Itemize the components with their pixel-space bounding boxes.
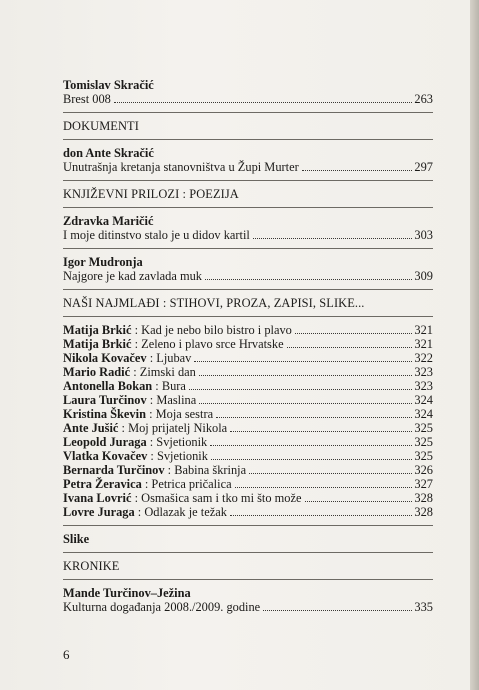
- toc-page-number: 328: [414, 491, 433, 505]
- toc-entry: [63, 477, 433, 491]
- toc-entry-title: Zeleno i plavo srce Hrvatske: [141, 337, 284, 351]
- toc-entry: [63, 269, 433, 283]
- toc-author: Mande Turčinov–Ježina: [63, 586, 191, 600]
- toc-entry-author: Leopold Juraga: [63, 435, 147, 449]
- leader-dots: [216, 408, 412, 418]
- toc-page-number: 327: [414, 477, 433, 491]
- section-heading: KNJIŽEVNI PRILOZI : POEZIJA: [63, 187, 239, 201]
- leader-dots: [249, 464, 412, 474]
- section-divider: [63, 579, 433, 580]
- toc-page-number: 309: [414, 269, 433, 283]
- toc-entry-author: Petra Žeravica: [63, 477, 142, 491]
- section-heading: KRONIKE: [63, 559, 120, 573]
- leader-dots: [199, 394, 412, 404]
- section-divider: [63, 139, 433, 140]
- author-title-separator: :: [146, 351, 157, 365]
- toc-entry: [63, 92, 433, 106]
- section-divider: [63, 207, 433, 208]
- section-divider: [63, 316, 433, 317]
- toc-entry: [63, 160, 433, 174]
- author-title-separator: :: [141, 477, 152, 491]
- toc-page-number: 325: [414, 449, 433, 463]
- toc-entry: [63, 421, 433, 435]
- toc-entry: [63, 393, 433, 407]
- section-divider: [63, 112, 433, 113]
- author-title-separator: :: [118, 421, 129, 435]
- toc-entry: [63, 435, 433, 449]
- toc-author: Igor Mudronja: [63, 255, 143, 269]
- author-title-separator: :: [146, 393, 157, 407]
- toc-entry-author: Ivana Lovrić: [63, 491, 132, 505]
- section-heading-slike: Slike: [63, 532, 90, 546]
- author-title-separator: :: [152, 379, 162, 393]
- section-divider: [63, 552, 433, 553]
- toc-page-number: 321: [414, 337, 433, 351]
- toc-page-number: 323: [414, 379, 433, 393]
- leader-dots: [302, 161, 413, 171]
- author-title-separator: :: [134, 505, 145, 519]
- leader-dots: [205, 270, 412, 280]
- toc-entry-author: Antonella Bokan: [63, 379, 153, 393]
- leader-dots: [235, 478, 413, 488]
- toc-entry-title: Svjetionik: [156, 435, 208, 449]
- leader-dots: [230, 422, 412, 432]
- toc-entry: [63, 491, 433, 505]
- toc-entry-title: Brest 008: [63, 92, 111, 106]
- najmladi-list: [63, 323, 433, 519]
- leader-dots: [189, 380, 413, 390]
- table-of-contents: [63, 78, 433, 614]
- toc-entry: [63, 600, 433, 614]
- toc-author: Zdravka Maričić: [63, 214, 154, 228]
- toc-entry-title: I moje ditinstvo stalo je u didov kartil: [63, 228, 250, 242]
- author-title-separator: :: [147, 449, 157, 463]
- author-title-separator: :: [145, 407, 156, 421]
- toc-page-number: 303: [414, 228, 433, 242]
- toc-page-number: 324: [414, 407, 433, 421]
- toc-entry: [63, 351, 433, 365]
- toc-page-number: 328: [414, 505, 433, 519]
- toc-entry-author: Matija Brkić: [63, 323, 132, 337]
- section-heading: NAŠI NAJMLAĐI : STIHOVI, PROZA, ZAPISI, SLIKE...: [63, 296, 365, 310]
- toc-entry: [63, 365, 433, 379]
- toc-entry-title: Kad je nebo bilo bistro i plavo: [141, 323, 292, 337]
- toc-page-number: 325: [414, 421, 433, 435]
- author-title-separator: :: [131, 337, 142, 351]
- author-title-separator: :: [130, 365, 140, 379]
- toc-entry-title: Moja sestra: [155, 407, 214, 421]
- toc-entry: [63, 449, 433, 463]
- toc-page-number: 297: [414, 160, 433, 174]
- leader-dots: [210, 436, 412, 446]
- toc-entry-title: Najgore je kad zavlada muk: [63, 269, 202, 283]
- leader-dots: [263, 601, 412, 611]
- toc-entry-title: Zimski dan: [139, 365, 196, 379]
- toc-entry-title: Moj prijatelj Nikola: [128, 421, 228, 435]
- page-number: 6: [63, 647, 70, 662]
- toc-entry-author: Matija Brkić: [63, 337, 132, 351]
- toc-entry-author: Kristina Škevin: [63, 407, 146, 421]
- toc-entry: [63, 228, 433, 242]
- toc-entry-title: Unutrašnja kretanja stanovništva u Župi Murter: [63, 160, 299, 174]
- toc-entry-author: Bernarda Turčinov: [63, 463, 165, 477]
- section-divider: [63, 180, 433, 181]
- toc-page-number: 325: [414, 435, 433, 449]
- toc-author: Tomislav Skračić: [63, 78, 154, 92]
- toc-entry: [63, 407, 433, 421]
- leader-dots: [230, 506, 413, 516]
- toc-entry-author: Nikola Kovačev: [63, 351, 147, 365]
- toc-entry-author: Laura Turčinov: [63, 393, 147, 407]
- toc-entry-title: Bura: [161, 379, 186, 393]
- toc-entry: [63, 505, 433, 519]
- toc-entry-author: Mario Radić: [63, 365, 131, 379]
- leader-dots: [253, 229, 413, 239]
- toc-page-number: 335: [414, 600, 433, 614]
- leader-dots: [305, 492, 413, 502]
- toc-page-number: 324: [414, 393, 433, 407]
- toc-entry-title: Odlazak je težak: [144, 505, 227, 519]
- leader-dots: [211, 450, 412, 460]
- toc-entry-author: Lovre Juraga: [63, 505, 135, 519]
- toc-entry-author: Ante Jušić: [63, 421, 119, 435]
- toc-entry-title: Ljubav: [156, 351, 192, 365]
- toc-entry-title: Osmašica sam i tko mi što može: [141, 491, 302, 505]
- toc-page-number: 263: [414, 92, 433, 106]
- leader-dots: [114, 93, 413, 103]
- toc-entry-title: Petrica pričalica: [151, 477, 232, 491]
- leader-dots: [295, 324, 413, 334]
- section-heading: DOKUMENTI: [63, 119, 139, 133]
- toc-entry: [63, 323, 433, 337]
- toc-entry-title: Babina škrinja: [174, 463, 247, 477]
- author-title-separator: :: [164, 463, 175, 477]
- toc-entry-title: Svjetionik: [156, 449, 208, 463]
- author-title-separator: :: [131, 323, 142, 337]
- toc-page-number: 322: [414, 351, 433, 365]
- author-title-separator: :: [131, 491, 142, 505]
- leader-dots: [287, 338, 413, 348]
- toc-entry: [63, 379, 433, 393]
- section-divider: [63, 525, 433, 526]
- section-divider: [63, 289, 433, 290]
- leader-dots: [199, 366, 413, 376]
- toc-entry-title: Kulturna događanja 2008./2009. godine: [63, 600, 261, 614]
- toc-entry: [63, 337, 433, 351]
- toc-entry-title: Maslina: [156, 393, 197, 407]
- toc-page-number: 321: [414, 323, 433, 337]
- toc-entry: [63, 463, 433, 477]
- leader-dots: [194, 352, 412, 362]
- toc-author: don Ante Skračić: [63, 146, 154, 160]
- toc-page-number: 323: [414, 365, 433, 379]
- author-title-separator: :: [146, 435, 157, 449]
- page-edge: [470, 0, 479, 690]
- toc-entry-author: Vlatka Kovačev: [63, 449, 148, 463]
- toc-page-number: 326: [414, 463, 433, 477]
- section-divider: [63, 248, 433, 249]
